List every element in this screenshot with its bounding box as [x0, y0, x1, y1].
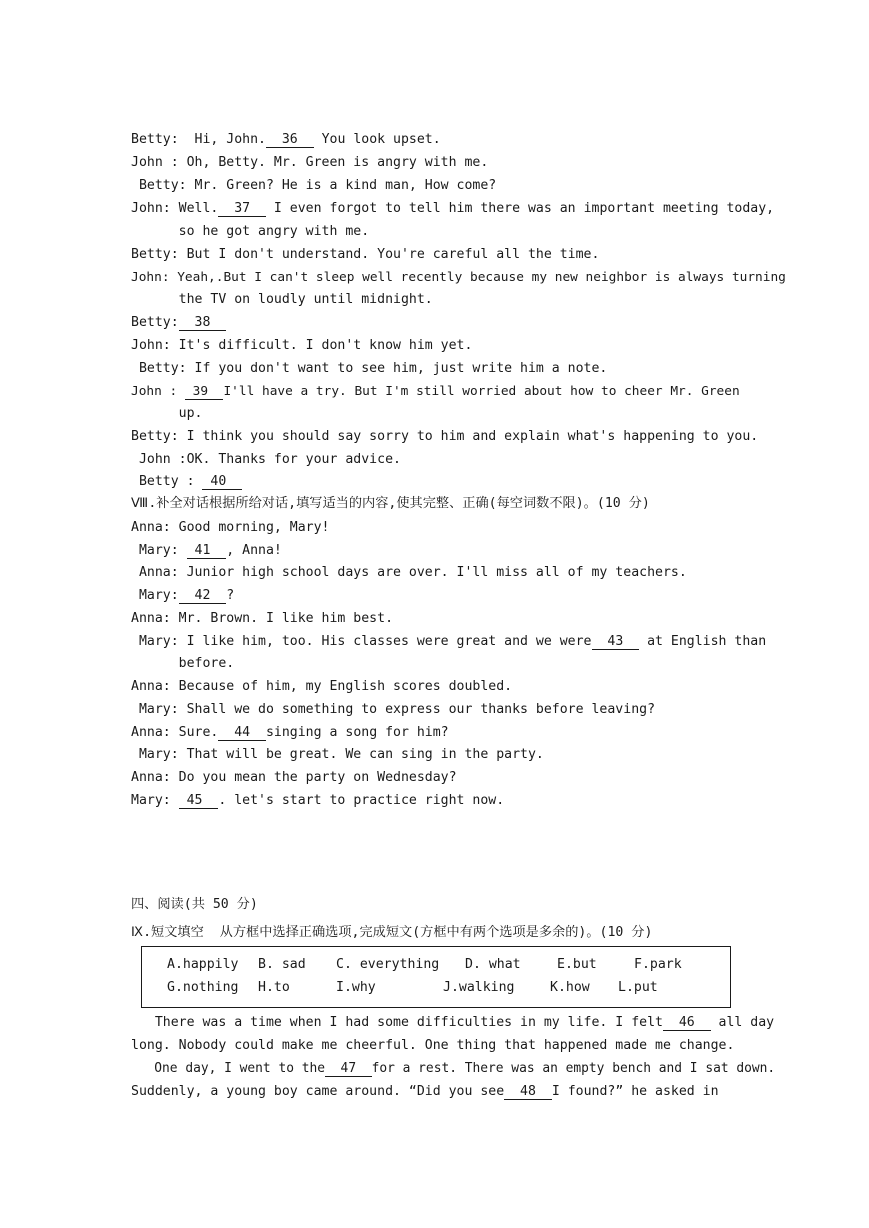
- line-text: all day: [710, 1015, 775, 1030]
- line-text: One day, I went to the: [131, 1061, 326, 1076]
- dialogue1-line-16: [131, 472, 242, 492]
- option-k: K.how: [550, 980, 590, 995]
- dialogue1-line-5: so he got angry with me.: [131, 224, 370, 239]
- dialogue1-line-11: Betty: If you don't want to see him, just write him a note.: [131, 361, 608, 376]
- dialogue2-line-3: Anna: Junior high school days are over. I'll miss all of my teachers.: [131, 565, 687, 580]
- option-b: B. sad: [258, 957, 306, 972]
- blank-43[interactable]: 43: [591, 634, 640, 649]
- blank-46[interactable]: 46: [662, 1015, 711, 1030]
- line-text: , Anna!: [226, 543, 282, 558]
- dialogue1-line-7: John: Yeah,.But I can't sleep well recently because my new neighbor is always turning: [131, 270, 786, 285]
- option-f: F.park: [634, 957, 682, 972]
- line-text: singing a song for him?: [265, 725, 449, 740]
- blank-37[interactable]: 37: [218, 201, 266, 216]
- dialogue2-line-12: Anna: Do you mean the party on Wednesday?: [131, 770, 457, 785]
- line-text: Betty:: [131, 315, 179, 330]
- dialogue2-line-1: Anna: Good morning, Mary!: [131, 520, 330, 535]
- option-g: G.nothing: [167, 980, 239, 995]
- line-text: I found?” he asked in: [551, 1084, 719, 1099]
- line-text: I even forgot to tell him there was an important meeting today,: [265, 201, 775, 216]
- line-text: Mary:: [131, 793, 179, 808]
- dialogue2-line-7: before.: [131, 656, 235, 671]
- blank-40[interactable]: 40: [202, 474, 243, 489]
- line-text: John :: [131, 384, 185, 399]
- dialogue2-line-5: Anna: Mr. Brown. I like him best.: [131, 611, 394, 626]
- dialogue1-line-14: Betty: I think you should say sorry to him and explain what's happening to you.: [131, 429, 759, 444]
- dialogue2-line-9: Mary: Shall we do something to express our thanks before leaving?: [131, 702, 656, 717]
- line-text: Mary: I like him, too. His classes were great and we were: [131, 634, 592, 649]
- dialogue2-line-10: [131, 723, 449, 743]
- dialogue2-line-6: [131, 632, 766, 652]
- line-text: Betty: Hi, John.: [131, 132, 266, 147]
- dialogue1-line-2: John : Oh, Betty. Mr. Green is angry with me.: [131, 155, 489, 170]
- option-d: D. what: [465, 957, 521, 972]
- dialogue1-line-1: [131, 130, 441, 150]
- passage-line-3: [131, 1059, 775, 1079]
- dialogue1-line-4: [131, 199, 774, 219]
- blank-42[interactable]: 42: [178, 588, 227, 603]
- blank-44[interactable]: 44: [218, 725, 266, 740]
- line-text: There was a time when I had some difficulties in my life. I felt: [131, 1015, 663, 1030]
- blank-47[interactable]: 47: [325, 1061, 372, 1076]
- dialogue1-line-15: John :OK. Thanks for your advice.: [131, 452, 401, 467]
- blank-36[interactable]: 36: [265, 132, 314, 147]
- blank-48[interactable]: 48: [504, 1084, 552, 1099]
- option-h: H.to: [258, 980, 290, 995]
- dialogue1-line-8: the TV on loudly until midnight.: [131, 292, 433, 307]
- dialogue2-line-8: Anna: Because of him, my English scores doubled.: [131, 679, 513, 694]
- option-c: C. everything: [336, 957, 440, 972]
- line-text: Betty :: [131, 474, 203, 489]
- dialogue2-line-2: [131, 541, 282, 561]
- dialogue1-line-12: [131, 382, 740, 402]
- option-e: E.but: [557, 957, 597, 972]
- line-text: . let's start to practice right now.: [218, 793, 505, 808]
- passage-line-1: [131, 1013, 774, 1033]
- dialogue1-line-13: up.: [131, 406, 203, 421]
- dialogue2-line-4: [131, 586, 234, 606]
- dialogue1-line-3: Betty: Mr. Green? He is a kind man, How come?: [131, 178, 497, 193]
- option-j: J.walking: [443, 980, 515, 995]
- blank-38[interactable]: 38: [178, 315, 227, 330]
- dialogue2-line-11: Mary: That will be great. We can sing in the party.: [131, 747, 544, 762]
- option-l: L.put: [618, 980, 658, 995]
- line-text: for a rest. There was an empty bench and I sat down.: [371, 1061, 776, 1076]
- section-9-heading: Ⅸ.短文填空 从方框中选择正确选项,完成短文(方框中有两个选项是多余的)。(10 分): [131, 925, 653, 940]
- section-8-heading: Ⅷ.补全对话根据所给对话,填写适当的内容,使其完整、正确(每空词数不限)。(10 分): [131, 496, 650, 511]
- blank-39[interactable]: 39: [184, 384, 224, 399]
- option-a: A.happily: [167, 957, 239, 972]
- line-text: at English than: [639, 634, 767, 649]
- dialogue1-line-10: John: It's difficult. I don't know him yet.: [131, 338, 473, 353]
- section-4-heading: 四、阅读(共 50 分): [131, 897, 258, 912]
- line-text: You look upset.: [313, 132, 441, 147]
- option-i: I.why: [336, 980, 376, 995]
- dialogue1-line-9: [131, 313, 226, 333]
- line-text: I'll have a try. But I'm still worried about how to cheer Mr. Green: [223, 384, 740, 399]
- line-text: ?: [226, 588, 235, 603]
- dialogue2-line-13: [131, 791, 504, 811]
- line-text: Anna: Sure.: [131, 725, 219, 740]
- dialogue1-line-6: Betty: But I don't understand. You're careful all the time.: [131, 247, 600, 262]
- passage-line-4: [131, 1082, 719, 1102]
- blank-41[interactable]: 41: [186, 543, 227, 558]
- line-text: Mary:: [131, 588, 179, 603]
- blank-45[interactable]: 45: [178, 793, 219, 808]
- line-text: John: Well.: [131, 201, 219, 216]
- line-text: Suddenly, a young boy came around. “Did you see: [131, 1084, 505, 1099]
- passage-line-2: long. Nobody could make me cheerful. One thing that happened made me change.: [131, 1038, 735, 1053]
- line-text: Mary:: [131, 543, 187, 558]
